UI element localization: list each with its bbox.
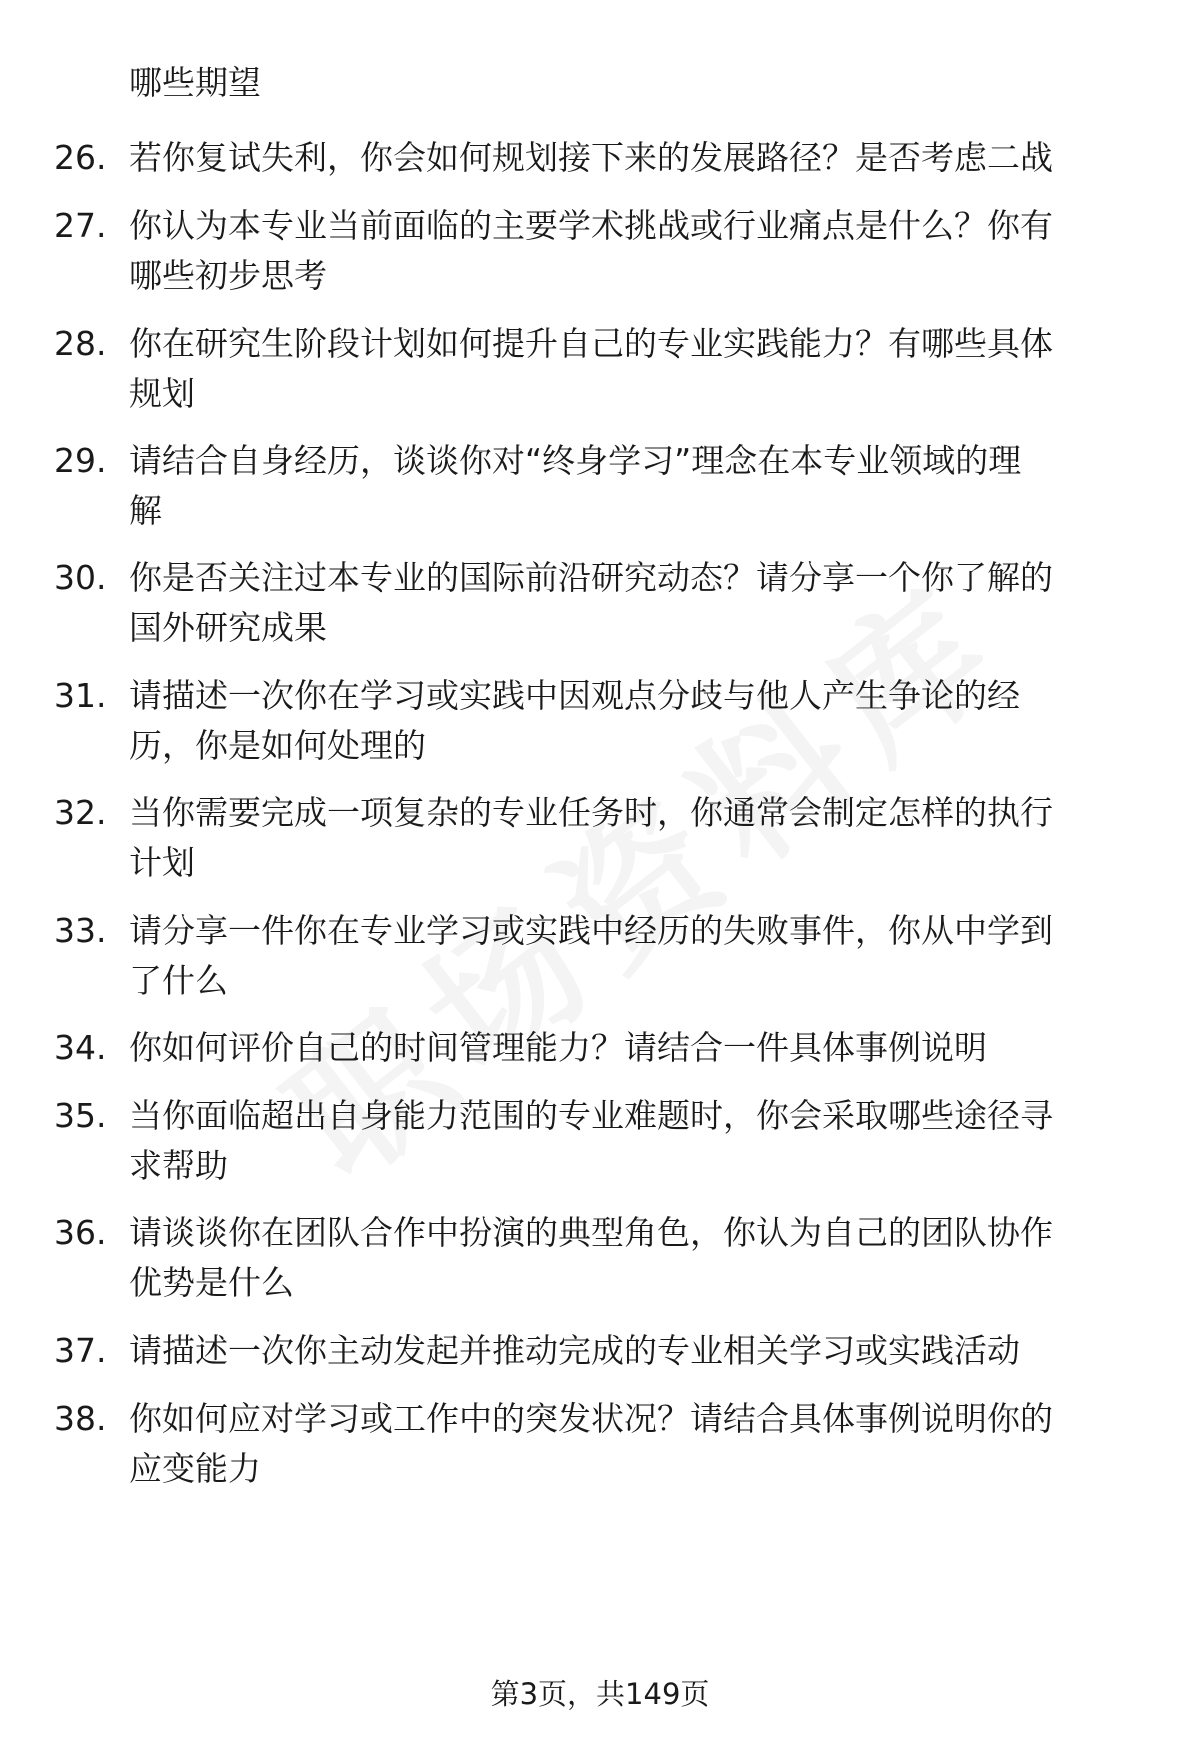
question-number: 31.	[54, 676, 107, 715]
question-number: 30.	[54, 558, 107, 597]
question-text: 请谈谈你在团队合作中扮演的典型角色，你认为自己的团队协作 优势是什么	[129, 1213, 1053, 1302]
question-text: 你如何评价自己的时间管理能力？请结合一件具体事例说明	[129, 1028, 987, 1067]
question-number: 29.	[54, 441, 107, 480]
question-text: 请描述一次你主动发起并推动完成的专业相关学习或实践活动	[129, 1331, 1020, 1370]
question-text: 请分享一件你在专业学习或实践中经历的失败事件，你从中学到 了什么	[129, 911, 1053, 1000]
question-text: 若你复试失利，你会如何规划接下来的发展路径？是否考虑二战	[129, 138, 1053, 177]
question-text: 你是否关注过本专业的国际前沿研究动态？请分享一个你了解的 国外研究成果	[129, 558, 1053, 647]
question-text: 当你面临超出自身能力范围的专业难题时，你会采取哪些途径寻 求帮助	[129, 1096, 1053, 1185]
question-number: 27.	[54, 206, 107, 245]
question-text: 你如何应对学习或工作中的突发状况？请结合具体事例说明你的 应变能力	[129, 1399, 1053, 1488]
question-number: 37.	[54, 1331, 107, 1370]
question-text: 请描述一次你在学习或实践中因观点分歧与他人产生争论的经 历，你是如何处理的	[129, 676, 1020, 765]
question-text: 你认为本专业当前面临的主要学术挑战或行业痛点是什么？你有 哪些初步思考	[129, 206, 1053, 295]
question-number: 33.	[54, 911, 107, 950]
question-text: 请结合自身经历，谈谈你对“终身学习”理念在本专业领域的理 解	[129, 441, 1022, 530]
page-footer: 第3页，共149页	[490, 1677, 710, 1711]
question-number: 28.	[54, 324, 107, 363]
question-text: 你在研究生阶段计划如何提升自己的专业实践能力？有哪些具体 规划	[129, 324, 1053, 413]
question-number: 32.	[54, 793, 107, 832]
question-number: 35.	[54, 1096, 107, 1135]
question-number: 38.	[54, 1399, 107, 1438]
question-number: 26.	[54, 138, 107, 177]
question-number: 36.	[54, 1213, 107, 1252]
continued-question-text: 哪些期望	[129, 63, 261, 102]
question-text: 当你需要完成一项复杂的专业任务时，你通常会制定怎样的执行 计划	[129, 793, 1053, 882]
question-number: 34.	[54, 1028, 107, 1067]
